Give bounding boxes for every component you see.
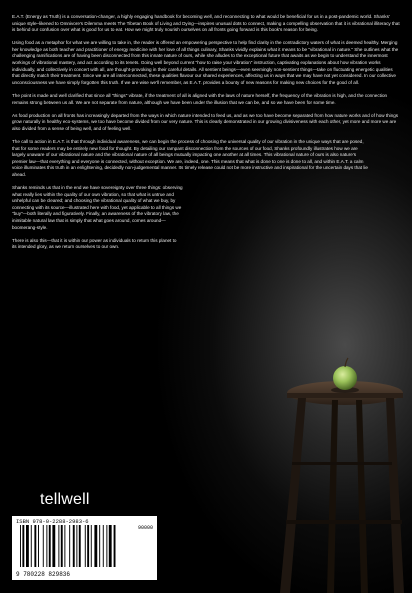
barcode-bar: [43, 525, 44, 567]
barcode-bar: [61, 525, 63, 567]
ean-digits: 9 780228 829836: [16, 571, 71, 578]
blurb-paragraph: E.A.T. (Energy as Truth) is a conversation-changer, a highly engaging handbook for becoming well, and reconnecting to what would be beneficial for us in a post-pandemic world. Shanks' unique style–likened to Omnivore's Dilemma meets The Tibetan Book of Living and Dying—inspires unusual dots to connect, making a compelling observation that it is vibrational illiteracy that is behind our confusion over what is good for us to eat. How we might truly nourish ourselves on all fronts going forward is this book's reason for being.: [12, 14, 400, 33]
barcode-bar: [58, 525, 59, 567]
isbn-label: ISBN 978-0-2288-2983-6: [16, 518, 89, 525]
barcode-bar: [114, 525, 116, 567]
stool: [280, 381, 404, 593]
publisher-logo: tellwell: [40, 491, 90, 508]
barcode-bar: [103, 525, 104, 567]
barcode-bar: [26, 525, 29, 567]
barcode-bar: [22, 525, 24, 567]
barcode-bar: [31, 525, 32, 567]
barcode-bar: [38, 525, 39, 567]
barcode-bar: [52, 525, 55, 567]
isbn-barcode-box: [12, 516, 157, 580]
barcode-bar: [49, 525, 51, 567]
barcode-bar: [91, 525, 92, 567]
barcode-bar: [87, 525, 89, 567]
blurb-paragraph: The call to action in E.A.T. is that through individual awareness, we can begin the process of choosing the universal quality of our vibration in the unique ways that are posed, that for some readers may be entirely new food for thought. By detailing our rampant disconnection from the sources of our food, Shanks profoundly illustrates how we are largely unaware of our vibrational nature and the vibrational nature of all beings mutually impacting one another at all times. This vibrational nature of ours is also nature's premier law—that everything and everyone is connected, without exception. We are, indeed, one. This means that what is done to one is done to all, and within E.A.T. a calm voice illuminates this truth in an enlightening, decidedly non-judgemental manner. Its timely release could not be more instructive and inspirational for the uncertain days that lie ahead.: [12, 138, 368, 177]
blurb-paragraph: As food production on all fronts has increasingly departed from the ways in which nature intended to feed us, and as we too have become separated from how nature works and of how things grow naturally in healthy eco-systems, we too have become divided from our very nature. This is clearly demonstrated in our growing divisiveness with each other, yet more and more we are also divided from a sense of being well, and of feeling well.: [12, 112, 399, 131]
blurb-paragraph: Shanks reminds us that in the end we have sovereignty over three things: observing what really lies within the quality of our own vibration, so that what is untrue and unhelpful can be cleared; and choosing the vibrational quality of what we buy, by connecting with its source—illustrated here with food, yet applicable to all things we "buy"—both literally and figuratively. Finally, an awareness of the vibratory law, the inimitable natural law that is simply that what goes around, comes around—boomerang-style.: [12, 184, 183, 230]
blurb-paragraph: Using food as a metaphor for what we are willing to take in, the reader is offered an empowering perspective to help find clarity in the contradictory waters of what is deemed healthy. Merging her knowledge as both teacher and practitioner of energy medicine with her love of all things culinary, Shanks vividly explains what it means to be "vibrational in nature." She outlines what the challenging ramifications are of having been disconnected from this innate nature of ours, while she alludes to the exceptional future that awaits as we begin to understand the innermost workings of vibrational mastery, and act according to its tenets. Going well beyond current "how to raise your vibration" instruction, captivating explanations about how vibration works individually, and collectively in concert with all, are thought-provoking in their careful details. All sentient beings—even seemingly non-sentient things—take on fluctuating energetic qualities that directly match their treatment. Since we are all interconnected, these qualities flavour our shared experiences, affecting us in ways that we may have not yet considered. In our collective unconsciousness we have simply forgotten this truth. If we are wise we'll remember, as E.A.T. provides a bounty of new reasons for making new choices for the good of all.: [12, 40, 399, 85]
barcode-bar: [99, 525, 100, 567]
barcode-bar: [94, 525, 97, 567]
barcode-bar: [46, 525, 47, 567]
barcode-bar: [69, 525, 70, 567]
barcode-graphic: [20, 525, 150, 567]
barcode-bar: [85, 525, 86, 567]
barcode-bar: [76, 525, 77, 567]
barcode-bar: [64, 525, 65, 567]
barcode-bar: [34, 525, 36, 567]
barcode-bar: [109, 525, 112, 567]
barcode-bar: [20, 525, 21, 567]
barcode-bar: [79, 525, 81, 567]
barcode-bar: [73, 525, 75, 567]
back-cover-blurb: [12, 14, 400, 257]
blurb-paragraph: There is also this—that it is within our power as individuals to return this planet to its intended glory, as we return ourselves to our own.: [12, 237, 177, 250]
barcode-bar: [106, 525, 107, 567]
blurb-paragraph: The point is made and well clarified that since all "things" vibrate, if the treatment of all is aligned with the laws of nature herself, the frequency of the vibration is high, and the connection remains strong between us all. We are not separate from nature, although we have been under the illusion that we can be, and so we have been for some time.: [12, 92, 388, 105]
price-code: 90000: [137, 525, 153, 531]
